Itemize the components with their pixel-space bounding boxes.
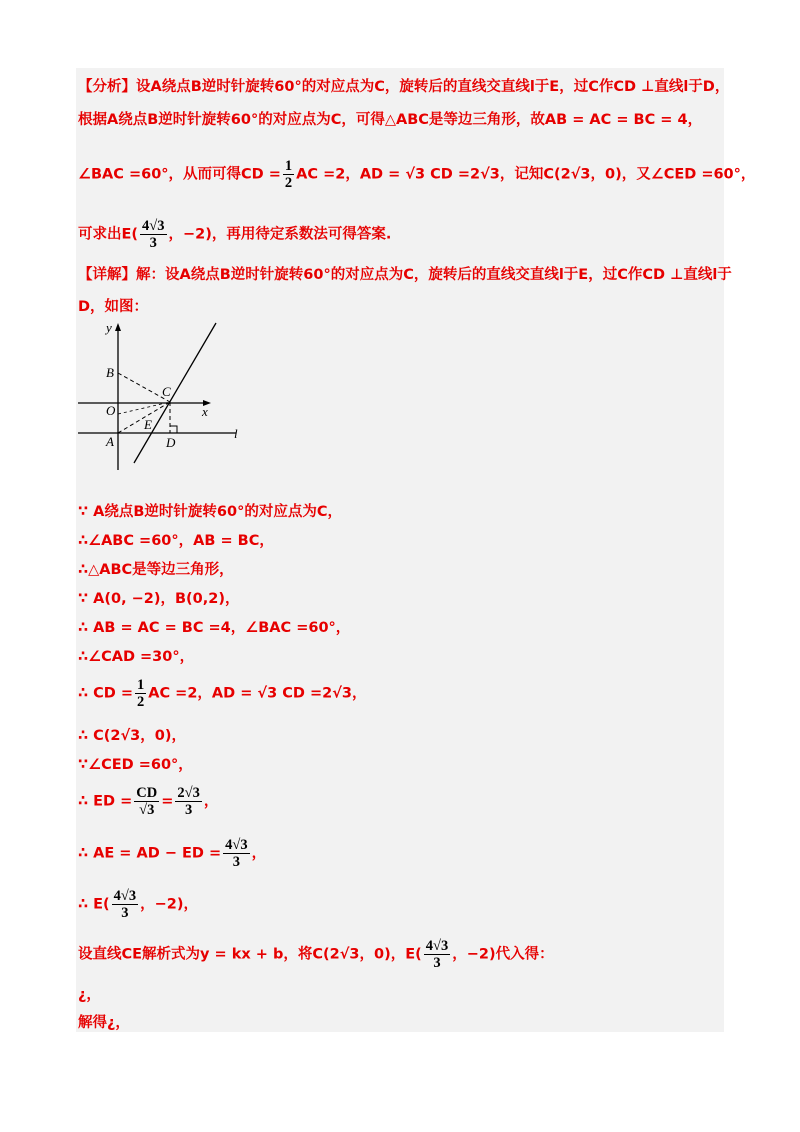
analysis-line-1: 【分析】设A绕点B逆时针旋转60°的对应点为C，旋转后的直线交直线l于E，过C作CD ⊥直线l于D， bbox=[78, 79, 730, 95]
analysis-line-4-b: ，−2)，再用待定系数法可得答案. bbox=[168, 226, 392, 243]
fraction-numerator: 4√3 bbox=[425, 938, 449, 954]
fraction-denominator: 3 bbox=[185, 802, 193, 818]
analysis-line-4-a: 可求出E( bbox=[78, 226, 139, 243]
fraction-denominator: 3 bbox=[232, 854, 241, 870]
step-13 bbox=[78, 938, 554, 971]
analysis-line-3-b: AC =2，AD = √3 CD =2√3，记知C(2√3，0)，又∠CED =60°， bbox=[296, 166, 756, 183]
step-10 bbox=[78, 785, 218, 818]
step-12-a: ∴ E( bbox=[78, 896, 110, 913]
step-7-b: AC =2，AD = √3 CD =2√3， bbox=[148, 685, 367, 702]
step-12 bbox=[78, 888, 198, 921]
fraction-half bbox=[283, 158, 294, 191]
fraction-numerator: 1 bbox=[284, 158, 293, 174]
fraction-numerator: CD bbox=[136, 785, 158, 801]
analysis-line-3 bbox=[78, 158, 755, 191]
label-y: y bbox=[106, 320, 112, 335]
fraction-e2 bbox=[175, 785, 201, 818]
fraction-e4-2 bbox=[223, 837, 249, 870]
label-x: x bbox=[202, 404, 208, 419]
fraction-numerator: 4√3 bbox=[225, 837, 248, 853]
fraction-denominator: 2 bbox=[137, 694, 145, 710]
fraction-numerator: 2√3 bbox=[177, 785, 200, 801]
step-2: ∴∠ABC =60°，AB = BC， bbox=[78, 533, 274, 549]
label-A: A bbox=[106, 434, 114, 449]
analysis-line-4 bbox=[78, 218, 391, 251]
step-11-b: ， bbox=[251, 845, 267, 862]
step-15: 解得¿， bbox=[78, 1015, 130, 1031]
step-9: ∵∠CED =60°， bbox=[78, 757, 193, 773]
fraction-denominator: 3 bbox=[433, 955, 441, 971]
label-B: B bbox=[106, 365, 114, 380]
fraction-denominator: 3 bbox=[149, 235, 157, 251]
fraction-e4 bbox=[140, 218, 166, 251]
detail-line-1: 【详解】解：设A绕点B逆时针旋转60°的对应点为C，旋转后的直线交直线l于E，过C作CD ⊥直线l于 bbox=[78, 267, 732, 283]
fraction-e4-4 bbox=[424, 938, 450, 971]
fraction-numerator: 4√3 bbox=[113, 888, 137, 904]
fraction-cd bbox=[134, 785, 159, 818]
fraction-denominator: 3 bbox=[121, 905, 129, 921]
fraction-denominator: √3 bbox=[139, 802, 155, 818]
step-13-b: ，−2)代入得： bbox=[452, 946, 554, 963]
step-14: ¿， bbox=[78, 987, 101, 1003]
fraction-denominator: 2 bbox=[284, 175, 293, 191]
step-7-a: ∴ CD = bbox=[78, 685, 134, 702]
coordinate-figure bbox=[78, 318, 248, 478]
analysis-line-3-a: ∠BAC =60°，从而可得CD = bbox=[78, 166, 281, 183]
step-7 bbox=[78, 677, 366, 710]
step-1: ∵ A绕点B逆时针旋转60°的对应点为C， bbox=[78, 504, 342, 520]
step-10-b: = bbox=[161, 793, 174, 810]
step-11 bbox=[78, 837, 266, 870]
step-5: ∴ AB = AC = BC =4，∠BAC =60°， bbox=[78, 620, 351, 636]
label-l: l bbox=[234, 426, 238, 441]
step-12-b: ，−2)， bbox=[140, 896, 199, 913]
step-4: ∵ A(0, −2)，B(0,2)， bbox=[78, 591, 240, 607]
label-C: C bbox=[162, 384, 171, 399]
analysis-line-2: 根据A绕点B逆时针旋转60°的对应点为C，可得△ABC是等边三角形，故AB = AC = BC = 4， bbox=[78, 112, 703, 128]
step-10-c: ， bbox=[203, 793, 219, 810]
step-10-a: ∴ ED = bbox=[78, 793, 133, 810]
fraction-half-2 bbox=[135, 677, 146, 710]
step-6: ∴∠CAD =30°， bbox=[78, 649, 195, 665]
fraction-e4-3 bbox=[112, 888, 138, 921]
detail-line-2: D，如图： bbox=[78, 299, 149, 315]
step-3: ∴△ABC是等边三角形， bbox=[78, 562, 234, 578]
step-8: ∴ C(2√3，0)， bbox=[78, 728, 186, 744]
label-O: O bbox=[106, 403, 116, 418]
label-D: D bbox=[166, 435, 176, 450]
fraction-numerator: 4√3 bbox=[142, 218, 165, 234]
step-13-a: 设直线CE解析式为y = kx + b，将C(2√3，0)，E( bbox=[78, 946, 422, 963]
fraction-numerator: 1 bbox=[137, 677, 145, 693]
step-11-a: ∴ AE = AD − ED = bbox=[78, 845, 222, 862]
label-E: E bbox=[144, 417, 152, 432]
